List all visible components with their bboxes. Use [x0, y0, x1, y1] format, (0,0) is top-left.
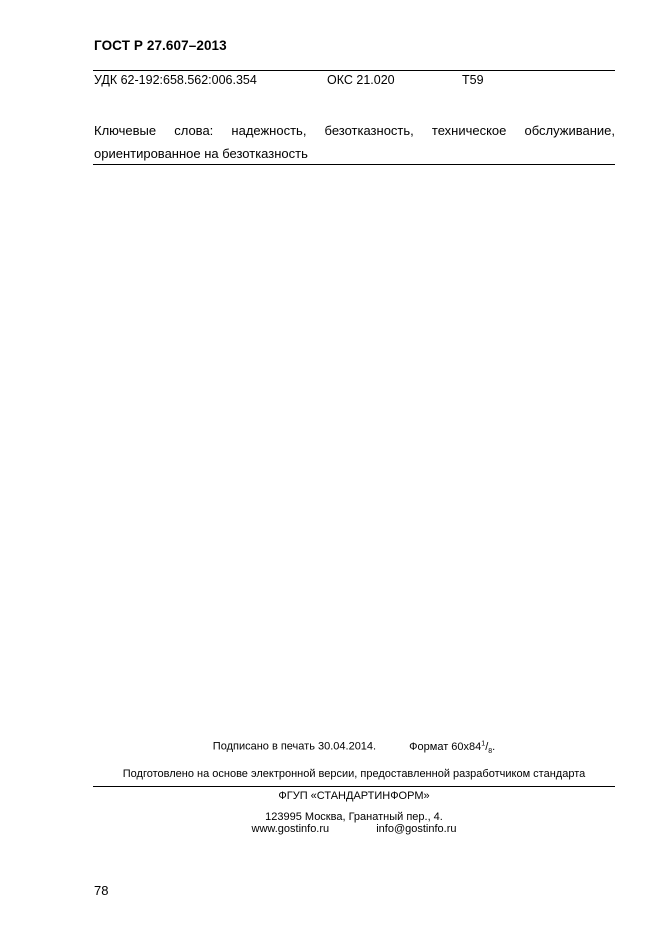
keyword-word: слова: — [174, 123, 214, 138]
keyword-word: техническое — [431, 123, 507, 138]
paper-format: Формат $60х84^1/_8$. — [409, 740, 496, 755]
keywords-divider — [93, 164, 615, 165]
keywords-line-1 — [94, 119, 615, 142]
signed-date: Подписано в печать 30.04.2014. — [212, 740, 377, 753]
prepared-note: Подготовлено на основе электронной версии, предоставленной разработчиком стандарта — [122, 768, 586, 780]
keyword-word: надежность, — [231, 123, 307, 138]
email-link[interactable]: info@gostinfo.ru — [376, 823, 457, 835]
publisher-name: ФГУП «СТАНДАРТИНФОРМ» — [278, 790, 430, 802]
keyword-word: безотказность, — [324, 123, 414, 138]
signed-for-print-row — [93, 740, 615, 755]
website-link[interactable]: www.gostinfo.ru — [251, 823, 330, 835]
publisher-contacts — [93, 823, 615, 835]
standard-code: ГОСТ Р 27.607–2013 — [94, 38, 227, 53]
page-number: 78 — [94, 883, 109, 898]
keywords-block — [94, 119, 615, 165]
keywords-line-2: ориентированное на безотказность — [94, 146, 308, 161]
keyword-word: Ключевые — [94, 123, 157, 138]
imprint-divider — [93, 786, 615, 787]
group-code: Т59 — [462, 73, 484, 87]
publisher-address: 123995 Москва, Гранатный пер., 4. — [265, 811, 443, 823]
keyword-word: обслуживание, — [524, 123, 615, 138]
top-divider — [93, 70, 615, 71]
udk-code: УДК 62-192:658.562:006.354 — [94, 73, 257, 87]
oks-code: ОКС 21.020 — [327, 73, 395, 87]
